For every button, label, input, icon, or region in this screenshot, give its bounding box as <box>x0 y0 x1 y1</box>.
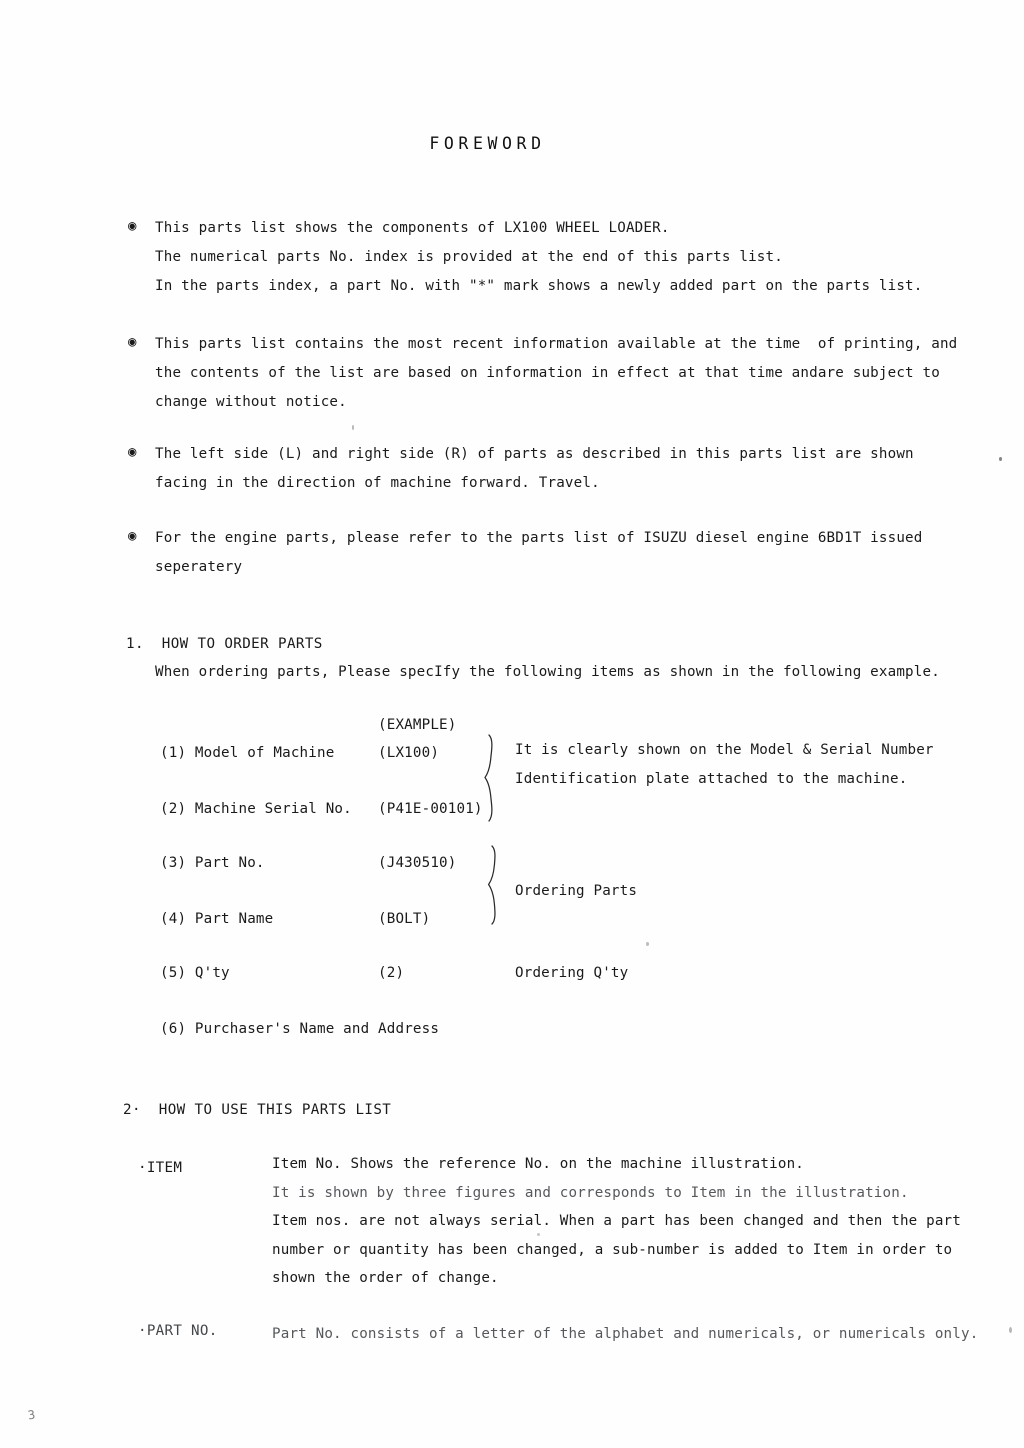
example-row-value: (P41E-00101) <box>378 801 483 817</box>
definition-line: Item No. Shows the reference No. on the machine illustration. <box>272 1156 805 1172</box>
foreword-note <box>128 214 958 300</box>
note-line: This parts list shows the components of LX100 WHEEL LOADER. <box>155 220 670 236</box>
example-row-value: (2) <box>378 965 405 981</box>
note-line: The numerical parts No. index is provided at the end of this parts list. <box>155 248 783 265</box>
curly-brace-icon <box>486 845 508 925</box>
definition-term-part-no: ·PART NO. <box>138 1323 218 1339</box>
page-number: 3 <box>26 1407 37 1423</box>
curly-brace-icon <box>482 734 504 822</box>
foreword-note <box>128 524 958 582</box>
example-description-line: Ordering Parts <box>515 883 638 899</box>
page-title: FOREWORD <box>429 134 546 153</box>
double-circle-bullet-icon: ◉ <box>128 218 137 234</box>
scan-artifact-speck <box>352 425 354 430</box>
definition-body-item <box>272 1150 972 1293</box>
scan-artifact-speck <box>999 457 1002 461</box>
example-row-label: (3) Part No. <box>160 855 265 871</box>
note-line: facing in the direction of machine forward. Travel. <box>155 474 600 491</box>
example-row-label: (4) Part Name <box>160 911 274 927</box>
example-description-line: It is clearly shown on the Model & Serial Number <box>515 742 934 758</box>
scan-artifact-speck <box>537 1233 540 1236</box>
example-row-value: (BOLT) <box>378 911 431 927</box>
note-line: In the parts index, a part No. with "*" mark shows a newly added part on the parts list. <box>155 277 923 294</box>
example-description-line: Ordering Q'ty <box>515 965 629 981</box>
section-1-heading: 1. HOW TO ORDER PARTS <box>126 636 323 652</box>
example-row-label: (5) Q'ty <box>160 965 230 981</box>
double-circle-bullet-icon: ◉ <box>128 444 137 460</box>
section-2-heading: 2· HOW TO USE THIS PARTS LIST <box>123 1102 392 1118</box>
double-circle-bullet-icon: ◉ <box>128 334 137 350</box>
note-line: The left side (L) and right side (R) of parts as described in this parts list are shown <box>155 446 914 462</box>
note-line: This parts list contains the most recent information available at the time of printing, and <box>155 336 958 352</box>
definition-line: Part No. consists of a letter of the alphabet and numericals, or numericals only. <box>272 1326 979 1342</box>
example-row-value: (J430510) <box>378 855 457 871</box>
note-line: For the engine parts, please refer to the parts list of ISUZU diesel engine 6BD1T issued <box>155 530 923 546</box>
definition-line: shown the order of change. <box>272 1270 499 1287</box>
section-1-intro: When ordering parts, Please specIfy the following items as shown in the following example. <box>155 664 940 680</box>
double-circle-bullet-icon: ◉ <box>128 528 137 544</box>
scan-artifact-speck <box>1009 1327 1012 1333</box>
example-column-header: (EXAMPLE) <box>378 717 457 733</box>
example-row-label: (6) Purchaser's Name and Address <box>160 1021 440 1037</box>
note-line: the contents of the list are based on information in effect at that time andare subject to <box>155 364 940 381</box>
example-row-value: (LX100) <box>378 745 440 761</box>
definition-term-item: ·ITEM <box>138 1160 183 1176</box>
note-line: seperatery <box>155 558 243 575</box>
foreword-note <box>128 440 958 498</box>
definition-line: It is shown by three figures and corresponds to Item in the illustration. <box>272 1184 909 1201</box>
definition-line: number or quantity has been changed, a sub-number is added to Item in order to <box>272 1241 953 1258</box>
definition-body-part-no <box>272 1320 979 1349</box>
example-row-label: (2) Machine Serial No. <box>160 801 352 817</box>
definition-line: Item nos. are not always serial. When a part has been changed and then the part <box>272 1213 962 1230</box>
foreword-note <box>128 330 958 416</box>
note-line: change without notice. <box>155 393 347 410</box>
scan-artifact-speck <box>646 942 649 946</box>
example-row-label: (1) Model of Machine <box>160 745 335 761</box>
example-description-line: Identification plate attached to the machine. <box>515 771 908 787</box>
